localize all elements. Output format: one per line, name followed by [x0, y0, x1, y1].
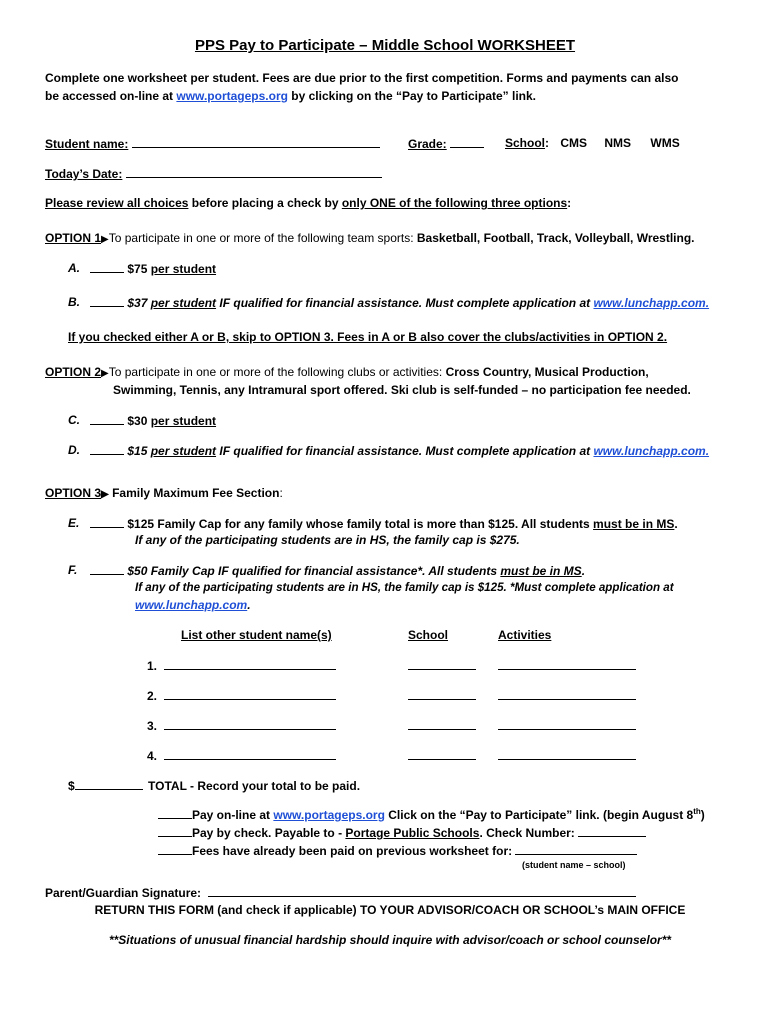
choice-f-text: $50 Family Cap IF qualified for financial assistance*. All students	[127, 564, 501, 578]
choice-f-letter: F.	[68, 563, 78, 577]
option-2-label: OPTION 2	[45, 365, 102, 379]
list-school-cell	[408, 717, 476, 734]
portageps-link-2[interactable]: www.portageps.org	[273, 808, 385, 822]
intro-line-2-pre: be accessed on-line at	[45, 89, 177, 103]
option-3-colon: :	[279, 486, 283, 500]
title-text: PPS Pay to Participate – Middle School WORKSHEET	[194, 37, 576, 54]
list-item-number: 4.	[147, 749, 158, 763]
pay-online-pre: Pay on-line at	[192, 808, 274, 822]
signature-row	[45, 884, 636, 901]
option-2-clubs-2: Swimming, Tennis, any Intramural sport offered. Ski club is self-funded – no participation fee needed.	[113, 383, 691, 397]
choice-d	[90, 442, 709, 459]
pay-online-post: Click on the “Pay to Participate” link. (begin August 8	[384, 808, 694, 822]
choice-e-end: .	[674, 517, 678, 531]
list-item	[147, 717, 336, 734]
intro-line-2-post: by clicking on the “Pay to Participate” link.	[287, 89, 537, 103]
already-paid-text: Fees have already been paid on previous worksheet for:	[192, 844, 516, 858]
list-activities-field[interactable]	[498, 687, 636, 700]
school-label: School	[505, 136, 546, 150]
choice-f-checkbox[interactable]	[90, 562, 124, 575]
total-row	[68, 777, 360, 794]
already-paid-hint: (student name – school)	[522, 860, 626, 870]
choice-c-checkbox[interactable]	[90, 412, 124, 425]
list-activities-field[interactable]	[498, 717, 636, 730]
list-item	[147, 687, 336, 704]
intro-line-1: Complete one worksheet per student. Fees are due prior to the first competition. Forms and payments can also	[45, 71, 679, 85]
option-1-sports: Basketball, Football, Track, Volleyball, Wrestling.	[416, 231, 695, 245]
list-item	[147, 657, 336, 674]
portageps-link[interactable]: www.portageps.org	[176, 89, 288, 103]
list-school-field[interactable]	[408, 657, 476, 670]
list-item-number: 3.	[147, 719, 158, 733]
signature-field[interactable]	[208, 884, 636, 897]
choice-c-letter: C.	[68, 413, 80, 427]
school-option-wms[interactable]: WMS	[650, 136, 680, 150]
list-activities-cell	[498, 687, 636, 704]
choice-e-letter: E.	[68, 516, 80, 530]
option-1-label: OPTION 1	[45, 231, 102, 245]
choice-c-amount: $30	[127, 414, 151, 428]
grade-label: Grade:	[408, 137, 447, 151]
choice-c	[90, 412, 216, 429]
list-item-number: 1.	[147, 659, 158, 673]
choice-e-checkbox[interactable]	[90, 515, 124, 528]
intro-line-2	[45, 88, 536, 104]
list-name-field[interactable]	[164, 717, 336, 730]
pay-check-checkbox[interactable]	[158, 824, 192, 837]
list-school-cell	[408, 657, 476, 674]
choice-a-checkbox[interactable]	[90, 260, 124, 273]
choice-f-must: must be in MS	[500, 564, 582, 578]
pay-check-row	[158, 824, 646, 841]
choice-e-text: $125 Family Cap for any family whose family total is more than $125. All students	[127, 517, 594, 531]
choice-e	[90, 515, 678, 532]
choice-a-per: per student	[150, 262, 217, 276]
choice-e-must: must be in MS	[593, 517, 675, 531]
choice-b-checkbox[interactable]	[90, 294, 124, 307]
choice-d-text: IF qualified for financial assistance. Must complete application at	[216, 444, 594, 458]
date-field[interactable]	[126, 165, 382, 178]
choice-e-line-2: If any of the participating students are in HS, the family cap is $275.	[135, 533, 520, 547]
list-activities-field[interactable]	[498, 747, 636, 760]
date-row	[45, 165, 382, 182]
option-2-header	[45, 364, 649, 382]
list-school-cell	[408, 687, 476, 704]
triangle-right-icon: ▶	[101, 368, 109, 379]
choice-b-letter: B.	[68, 295, 80, 309]
list-activities-cell	[498, 657, 636, 674]
choice-b-per: per student	[150, 296, 217, 310]
list-name-field[interactable]	[164, 747, 336, 760]
choice-f-link-end: .	[247, 598, 251, 612]
list-school-cell	[408, 747, 476, 764]
option-2-text: To participate in one or more of the following clubs or activities:	[108, 365, 446, 379]
pay-online-sup: th	[693, 807, 701, 816]
total-field[interactable]	[75, 777, 143, 790]
pay-online-checkbox[interactable]	[158, 806, 192, 819]
lunchapp-link-b[interactable]: www.lunchapp.com.	[593, 296, 710, 310]
choice-a-amount: $75	[127, 262, 151, 276]
signature-label: Parent/Guardian Signature:	[45, 886, 202, 900]
pay-check-pre: Pay by check. Payable to -	[192, 826, 346, 840]
column-header-activities: Activities	[498, 628, 552, 642]
triangle-right-icon: ▶	[101, 234, 109, 245]
instruction-part-2: before placing a check by	[188, 196, 342, 210]
option-2-clubs-1: Cross Country, Musical Production,	[445, 365, 649, 379]
instruction-part-4: :	[567, 196, 572, 210]
option-3-label: OPTION 3	[45, 486, 102, 500]
instruction-part-3: only ONE of the following three options	[341, 196, 568, 210]
list-name-field[interactable]	[164, 657, 336, 670]
school-colon: :	[545, 136, 550, 150]
student-name-label: Student name:	[45, 137, 129, 151]
column-header-names: List other student name(s)	[181, 628, 332, 642]
option-1-note: If you checked either A or B, skip to OPTION 3. Fees in A or B also cover the clubs/activities in OPTION 2.	[68, 330, 668, 344]
date-label: Today’s Date:	[45, 167, 123, 181]
already-paid-checkbox[interactable]	[158, 842, 192, 855]
grade-field[interactable]	[450, 135, 484, 148]
choice-b-amount: $37	[127, 296, 151, 310]
choice-b-text: IF qualified for financial assistance. Must complete application at	[216, 296, 594, 310]
choice-d-letter: D.	[68, 443, 80, 457]
choice-f-end: .	[581, 564, 586, 578]
choice-f-line-3	[135, 597, 251, 613]
student-name-row	[45, 135, 380, 152]
lunchapp-link-d[interactable]: www.lunchapp.com.	[593, 444, 710, 458]
choice-d-amount: $15	[127, 444, 151, 458]
option-3-text: Family Maximum Fee Section	[112, 486, 280, 500]
student-name-field[interactable]	[132, 135, 380, 148]
choice-a	[90, 260, 216, 277]
school-option-cms[interactable]: CMS	[560, 136, 588, 150]
choice-f-line-2: If any of the participating students are in HS, the family cap is $125. *Must complete application at	[135, 581, 674, 594]
instruction-line	[45, 195, 571, 211]
choice-f	[90, 562, 585, 579]
already-paid-field[interactable]	[515, 842, 637, 855]
list-activities-cell	[498, 747, 636, 764]
option-3-header	[45, 485, 283, 503]
school-row	[505, 135, 680, 151]
total-dollar: $	[68, 779, 75, 793]
page-title	[0, 38, 770, 54]
pay-check-payee: Portage Public Schools	[345, 826, 480, 840]
return-note: RETURN THIS FORM (and check if applicable) TO YOUR ADVISOR/COACH OR SCHOOL’s MAIN OFFICE	[94, 903, 686, 917]
choice-a-letter: A.	[68, 261, 80, 275]
lunchapp-link-f[interactable]: www.lunchapp.com	[135, 598, 248, 612]
list-activities-cell	[498, 717, 636, 734]
column-header-school: School	[408, 628, 449, 642]
list-school-field[interactable]	[408, 717, 476, 730]
school-option-nms[interactable]: NMS	[604, 136, 632, 150]
option-1-header	[45, 230, 695, 248]
grade-row	[408, 135, 484, 152]
instruction-part-1: Please review all choices	[45, 196, 189, 210]
list-activities-field[interactable]	[498, 657, 636, 670]
choice-c-per: per student	[150, 414, 217, 428]
choice-b	[90, 294, 709, 311]
list-name-field[interactable]	[164, 687, 336, 700]
check-number-field[interactable]	[578, 824, 646, 837]
list-school-field[interactable]	[408, 687, 476, 700]
choice-d-checkbox[interactable]	[90, 442, 124, 455]
choice-d-per: per student	[150, 444, 217, 458]
option-1-text: To participate in one or more of the following team sports:	[108, 231, 417, 245]
pay-online-close: )	[700, 808, 705, 822]
pay-online-row	[158, 806, 705, 823]
triangle-right-icon: ▶	[101, 489, 109, 500]
hardship-note: **Situations of unusual financial hardship should inquire with advisor/coach or school counselor**	[108, 933, 672, 947]
total-label: TOTAL - Record your total to be paid.	[148, 779, 361, 793]
pay-check-post: . Check Number:	[479, 826, 579, 840]
list-item-number: 2.	[147, 689, 158, 703]
list-school-field[interactable]	[408, 747, 476, 760]
list-item	[147, 747, 336, 764]
